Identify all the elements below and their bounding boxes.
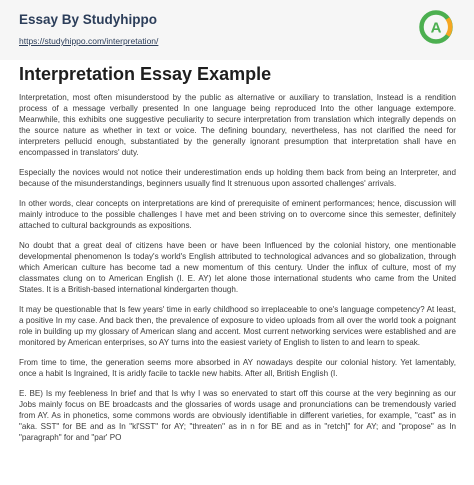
essay-paragraph: Especially the novices would not notice their underestimation ends up holding them back from being an Interpreter, and because of the misunderstandings, beginners usually find It strenuous upon assorted challenges' arrivals. xyxy=(19,168,456,188)
site-header xyxy=(0,0,474,60)
essay-title: Interpretation Essay Example xyxy=(19,64,272,84)
essay-paragraph: From time to time, the generation seems more absorbed in AY nowadays despite our colonial history. Yet lamentably, once a habit Is Ingrained, It is aridly facile to tackle new habits. After all, British English (I. xyxy=(19,358,456,378)
site-brand[interactable]: Essay By Studyhippo xyxy=(19,12,158,27)
source-url-link[interactable]: https://studyhippo.com/interpretation/ xyxy=(19,36,159,46)
essay-paragraph: In other words, clear concepts on interpretations are kind of prerequisite of eminent performances; hence, discussion will mainly introduce to the possible challenges I have met and been striving on to overcome since this semester, definitely attached to cultural backgrounds as expositions. xyxy=(19,199,456,230)
essay-paragraph: Interpretation, most often misunderstood by the public as alternative or auxiliary to translation, Instead is a rendition process of a message verbally presented In one language being reproduced Into the other language extempore. Meanwhile, this exhibits one suggestive peculiarity to secure interpretation from translation which integrally depends on the source nature as whether in text or voice. The defining boundary, nevertheless, has not clarified the need for interpreters pellucid enough, substantiated by the generally ignorant presumption that interpretation shall have en encompassed in translators' duty. xyxy=(19,93,456,157)
essay-paragraph: E. BE) Is my feebleness In brief and that Is why I was so enervated to start off this course at the very beginning as our Jobs mainly focus on BE broadcasts and the glossaries of words usage and pronunciations can be tremendously varied from AY. As in phonetics, some commons words are obviously identifiable in different varieties, for example, "cast" as in "aka. SST" for BE and as In "kl'SST" for AY; "threaten" as in n for BE and as in "retch]" for AY; and "propose" as In "paragraph" for and "par' PO xyxy=(19,389,456,442)
essay-paragraph: No doubt that a great deal of citizens have been or have been Influenced by the colonial history, one mentionable developmental phenomenon Is today's world's English attributed to technological advances and so globalization, through which American culture has become tad a new momentum of this century. Under the influx of culture, most of my classmates clung on to American English (I. E. AY) let alone those international students who came from the United States. It is a British-based international kindergarten though. xyxy=(19,241,456,294)
studyhippo-a-logo-icon[interactable] xyxy=(418,9,454,45)
essay-paragraph: It may be questionable that Is few years' time in early childhood so irreplaceable to one's language competency? At least, a positive In my case. And back then, the prevalence of exposure to video uploads from all over the world took a poignant role in building up my glossary of American slang and accent. Most current networking services were established and are monitored by American enterprises, so AY turns into the easiest variety of English to listen to and learn to speak. xyxy=(19,305,456,347)
logo-letter: A xyxy=(430,19,442,37)
essay-body xyxy=(19,92,456,452)
